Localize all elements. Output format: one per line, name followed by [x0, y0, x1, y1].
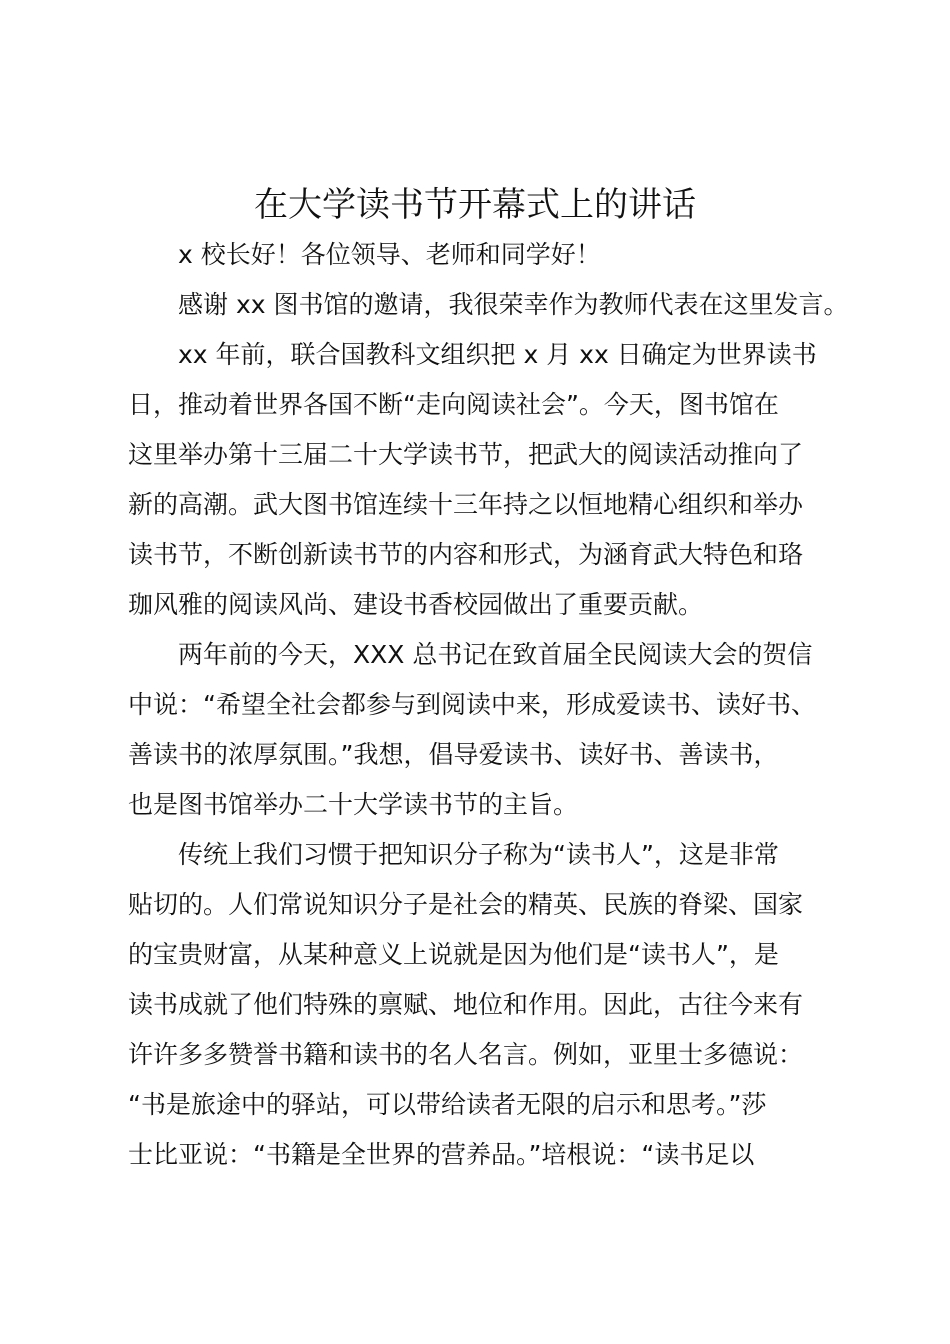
text-line: 这里举办第十三届二十大学读书节，把武大的阅读活动推向了 [128, 440, 804, 469]
text-line-greeting: x 校长好！各位领导、老师和同学好！ [178, 240, 601, 269]
text-line: “书是旅途中的驿站，可以带给读者无限的启示和思考。”莎 [128, 1090, 767, 1119]
text-line: 士比亚说：“书籍是全世界的营养品。”培根说：“读书足以 [128, 1140, 755, 1169]
document-title: 在大学读书节开幕式上的讲话 [254, 185, 696, 225]
text-line: 贴切的。人们常说知识分子是社会的精英、民族的脊梁、国家 [128, 890, 804, 919]
text-line: xx 年前，联合国教科文组织把 x 月 xx 日确定为世界读书 [178, 340, 817, 369]
text-line: 中说：“希望全社会都参与到阅读中来，形成爱读书、读好书、 [128, 690, 816, 719]
text-line: 新的高潮。武大图书馆连续十三年持之以恒地精心组织和举办 [128, 490, 804, 519]
text-line: 的宝贵财富，从某种意义上说就是因为他们是“读书人”，是 [128, 940, 779, 969]
text-line: 日，推动着世界各国不断“走向阅读社会”。今天，图书馆在 [128, 390, 779, 419]
text-line: 读书节，不断创新读书节的内容和形式，为涵育武大特色和珞 [128, 540, 804, 569]
text-line: 善读书的浓厚氛围。”我想，倡导爱读书、读好书、善读书， [128, 740, 779, 769]
text-line: 许许多多赞誉书籍和读书的名人名言。例如，亚里士多德说： [128, 1040, 804, 1069]
text-line: 也是图书馆举办二十大学读书节的主旨。 [128, 790, 579, 819]
text-line: 两年前的今天，XXX 总书记在致首届全民阅读大会的贺信 [178, 640, 813, 669]
text-line: 感谢 xx 图书馆的邀请，我很荣幸作为教师代表在这里发言。 [178, 290, 849, 319]
text-line: 珈风雅的阅读风尚、建设书香校园做出了重要贡献。 [128, 590, 704, 619]
text-line: 传统上我们习惯于把知识分子称为“读书人”，这是非常 [178, 840, 779, 869]
text-line: 读书成就了他们特殊的禀赋、地位和作用。因此，古往今来有 [128, 990, 804, 1019]
